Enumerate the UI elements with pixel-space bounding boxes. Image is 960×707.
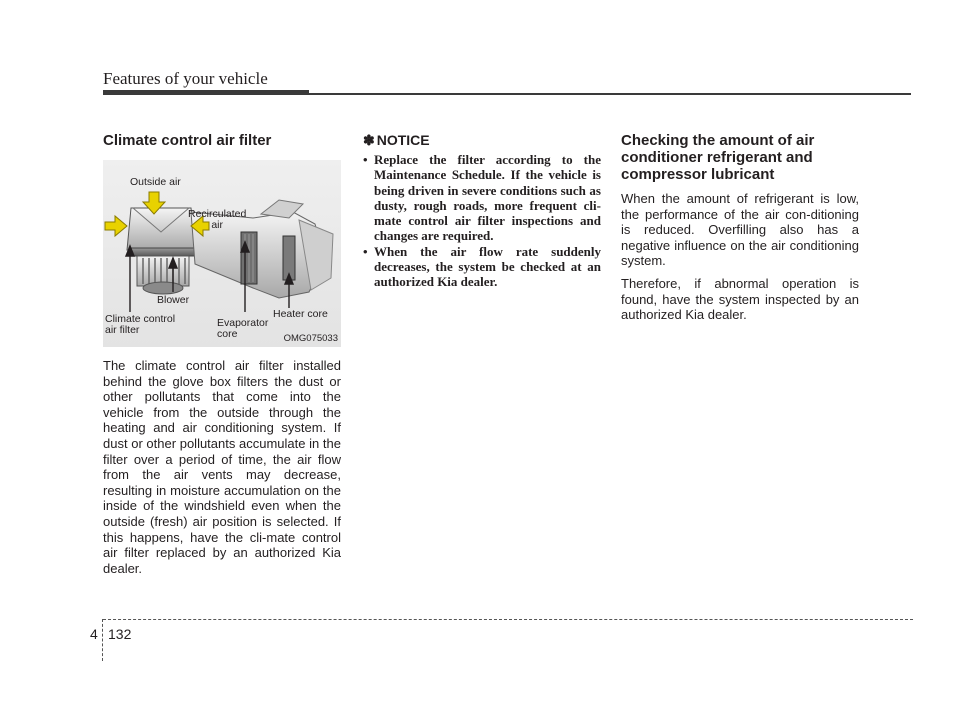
label-climate-control-air-filter: Climate control air filter (105, 313, 176, 336)
page-number: 132 (108, 626, 132, 642)
notice-mark-icon: ✽ (363, 132, 375, 148)
notice-item: • When the air flow rate suddenly decreases, the system be checked at an authorized Kia dealer. (363, 244, 601, 290)
notice-item: • Replace the filter according to the Maintenance Schedule. If the vehicle is being driven in severe conditions such as dusty, rough roads, more frequent cli-mate control air filter inspections and changes are required. (363, 152, 601, 244)
label-blower: Blower (157, 294, 190, 306)
chapter-number: 4 (90, 626, 98, 642)
column-air-filter (103, 132, 341, 576)
header-rule-thin (309, 93, 911, 95)
blower-motor (143, 282, 183, 294)
label-recirculated-air: Recirculated air (188, 208, 247, 231)
notice-title-text: NOTICE (376, 132, 430, 148)
refrigerant-paragraph: Therefore, if abnormal operation is found, have the system inspected by an authorized Kia dealer. (621, 275, 859, 323)
footer-dashed-divider (102, 619, 103, 661)
label-evaporator-core: Evaporator core (217, 317, 269, 340)
header-rule-thick (103, 90, 309, 95)
intake-housing (127, 208, 195, 250)
air-filter-diagram (103, 160, 341, 347)
page-header-title: Features of your vehicle (103, 69, 268, 88)
footer-dashed-rule (103, 619, 913, 620)
section-heading-refrigerant: Checking the amount of air conditioner refrigerant and compressor lubricant (621, 132, 815, 183)
figure-code: OMG075033 (283, 333, 338, 344)
section-heading-air-filter: Climate control air filter (103, 132, 272, 149)
refrigerant-paragraph: When the amount of refrigerant is low, the performance of the air con-ditioning is reduced. Overfilling also has a negative influence on the air conditioning system. (621, 191, 859, 269)
recirculated-air-arrow-left (105, 216, 127, 236)
air-filter-paragraph: The climate control air filter installed behind the glove box filters the dust or other pollutants that come into the vehicle from the outside through the heating and air conditioning system. If dust or other pollutants accumulate in the filter over a period of time, the air flow from the air vents may decrease, resulting in moisture accumulation on the inside of the windshield even when the outside (fresh) air position is selected. If this happens, have the cli-mate control air filter replaced by an authorized Kia dealer. (103, 358, 341, 576)
column-refrigerant-check (621, 132, 859, 323)
filter-slot (129, 248, 195, 256)
column-notice (363, 132, 601, 290)
notice-list (363, 152, 601, 290)
label-heater-core: Heater core (273, 308, 328, 320)
label-outside-air: Outside air (130, 176, 181, 188)
notice-heading (363, 132, 601, 148)
